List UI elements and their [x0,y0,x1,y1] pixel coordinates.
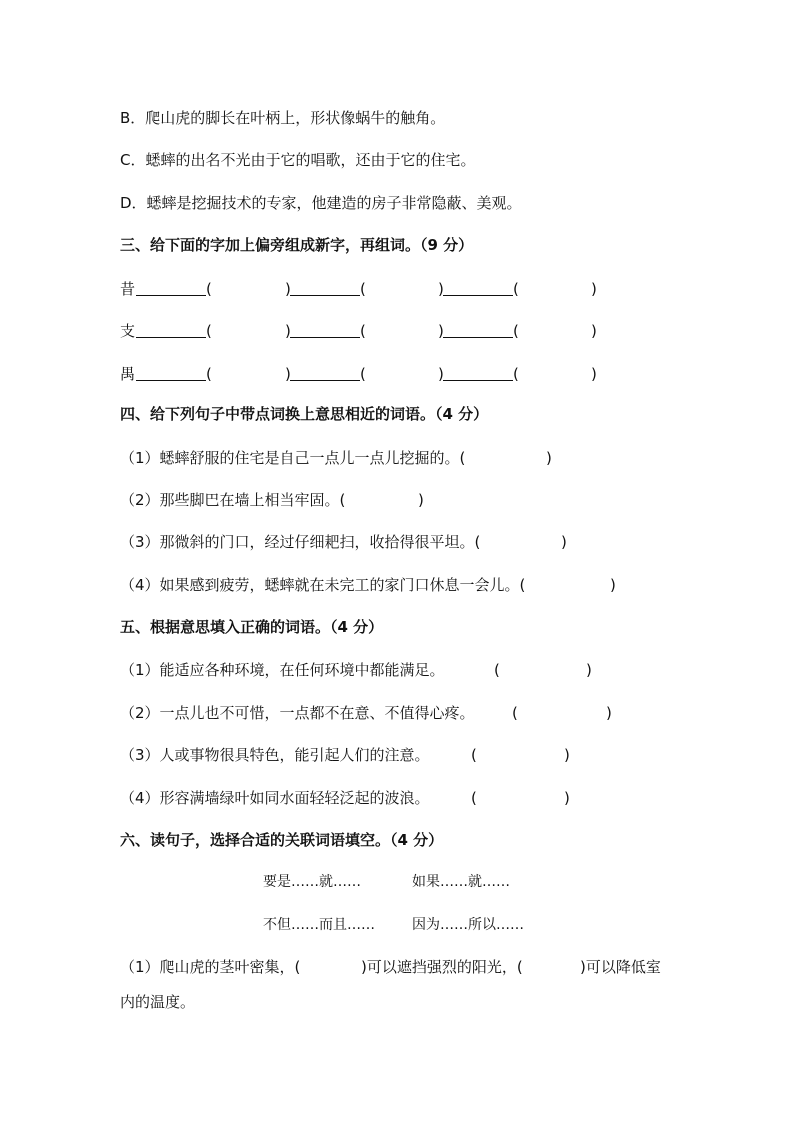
open-paren: ( [513,322,519,340]
word-bank-item: 如果……就…… [412,874,510,890]
base-char: 昔 [120,280,136,298]
open-paren: ( [494,661,500,679]
open-paren: ( [360,322,366,340]
fill-blank[interactable] [290,380,360,381]
question-text-part-3: )可以降低室 [580,958,661,976]
fill-blank[interactable] [136,337,206,338]
close-paren: ) [564,789,570,807]
open-paren: ( [512,704,518,722]
close-paren: ) [285,365,291,383]
option-c: C．蟋蟀的出名不光由于它的唱歌，还由于它的住宅。 [120,151,476,169]
fill-blank[interactable] [136,380,206,381]
fill-blank[interactable] [290,337,360,338]
question-text: （2）那些脚巴在墙上相当牢固。( [120,491,346,509]
open-paren: ( [206,322,212,340]
section-6-title: 六、读句子，选择合适的关联词语填空。（4 分） [120,831,444,849]
section-5-title: 五、根据意思填入正确的词语。（4 分） [120,618,384,636]
open-paren: ( [360,365,366,383]
close-paren: ) [564,746,570,764]
question-text: （1）能适应各种环境，在任何环境中都能满足。 [120,661,445,679]
close-paren: ) [610,576,616,594]
open-paren: ( [471,746,477,764]
question-text: （4）如果感到疲劳，蟋蟀就在未完工的家门口休息一会儿。( [120,576,526,594]
fill-blank[interactable] [136,295,206,296]
question-text-line-2: 内的温度。 [120,993,196,1011]
base-char: 支 [120,322,136,340]
open-paren: ( [206,365,212,383]
word-bank-item: 因为……所以…… [412,917,524,933]
close-paren: ) [438,322,444,340]
base-char: 禺 [120,365,136,383]
open-paren: ( [360,280,366,298]
close-paren: ) [418,491,424,509]
fill-blank[interactable] [443,380,513,381]
close-paren: ) [591,322,597,340]
close-paren: ) [285,280,291,298]
close-paren: ) [591,280,597,298]
open-paren: ( [513,365,519,383]
question-text: （3）那微斜的门口，经过仔细耙扫，收拾得很平坦。( [120,533,481,551]
close-paren: ) [546,449,552,467]
close-paren: ) [285,322,291,340]
question-text: （4）形容满墙绿叶如同水面轻轻泛起的波浪。 [120,789,430,807]
open-paren: ( [206,280,212,298]
fill-blank[interactable] [290,295,360,296]
close-paren: ) [606,704,612,722]
question-text: （2）一点儿也不可惜，一点都不在意、不值得心疼。 [120,704,475,722]
close-paren: ) [561,533,567,551]
close-paren: ) [586,661,592,679]
close-paren: ) [438,280,444,298]
open-paren: ( [471,789,477,807]
close-paren: ) [438,365,444,383]
fill-blank[interactable] [443,337,513,338]
option-b: B．爬山虎的脚长在叶柄上，形状像蜗牛的触角。 [120,109,446,127]
fill-blank[interactable] [443,295,513,296]
question-text-part-1: （1）爬山虎的茎叶密集，( [120,958,301,976]
section-4-title: 四、给下列句子中带点词换上意思相近的词语。（4 分） [120,405,489,423]
word-bank-item: 要是……就…… [263,874,361,890]
section-3-title: 三、给下面的字加上偏旁组成新字，再组词。（9 分） [120,236,474,254]
question-text: （1）蟋蟀舒服的住宅是自己一点儿一点儿挖掘的。( [120,449,466,467]
close-paren: ) [591,365,597,383]
open-paren: ( [513,280,519,298]
question-text: （3）人或事物很具特色，能引起人们的注意。 [120,746,430,764]
question-text-part-2: )可以遮挡强烈的阳光，( [361,958,523,976]
option-d: D．蟋蟀是挖掘技术的专家，他建造的房子非常隐蔽、美观。 [120,194,522,212]
word-bank-item: 不但……而且…… [263,917,375,933]
